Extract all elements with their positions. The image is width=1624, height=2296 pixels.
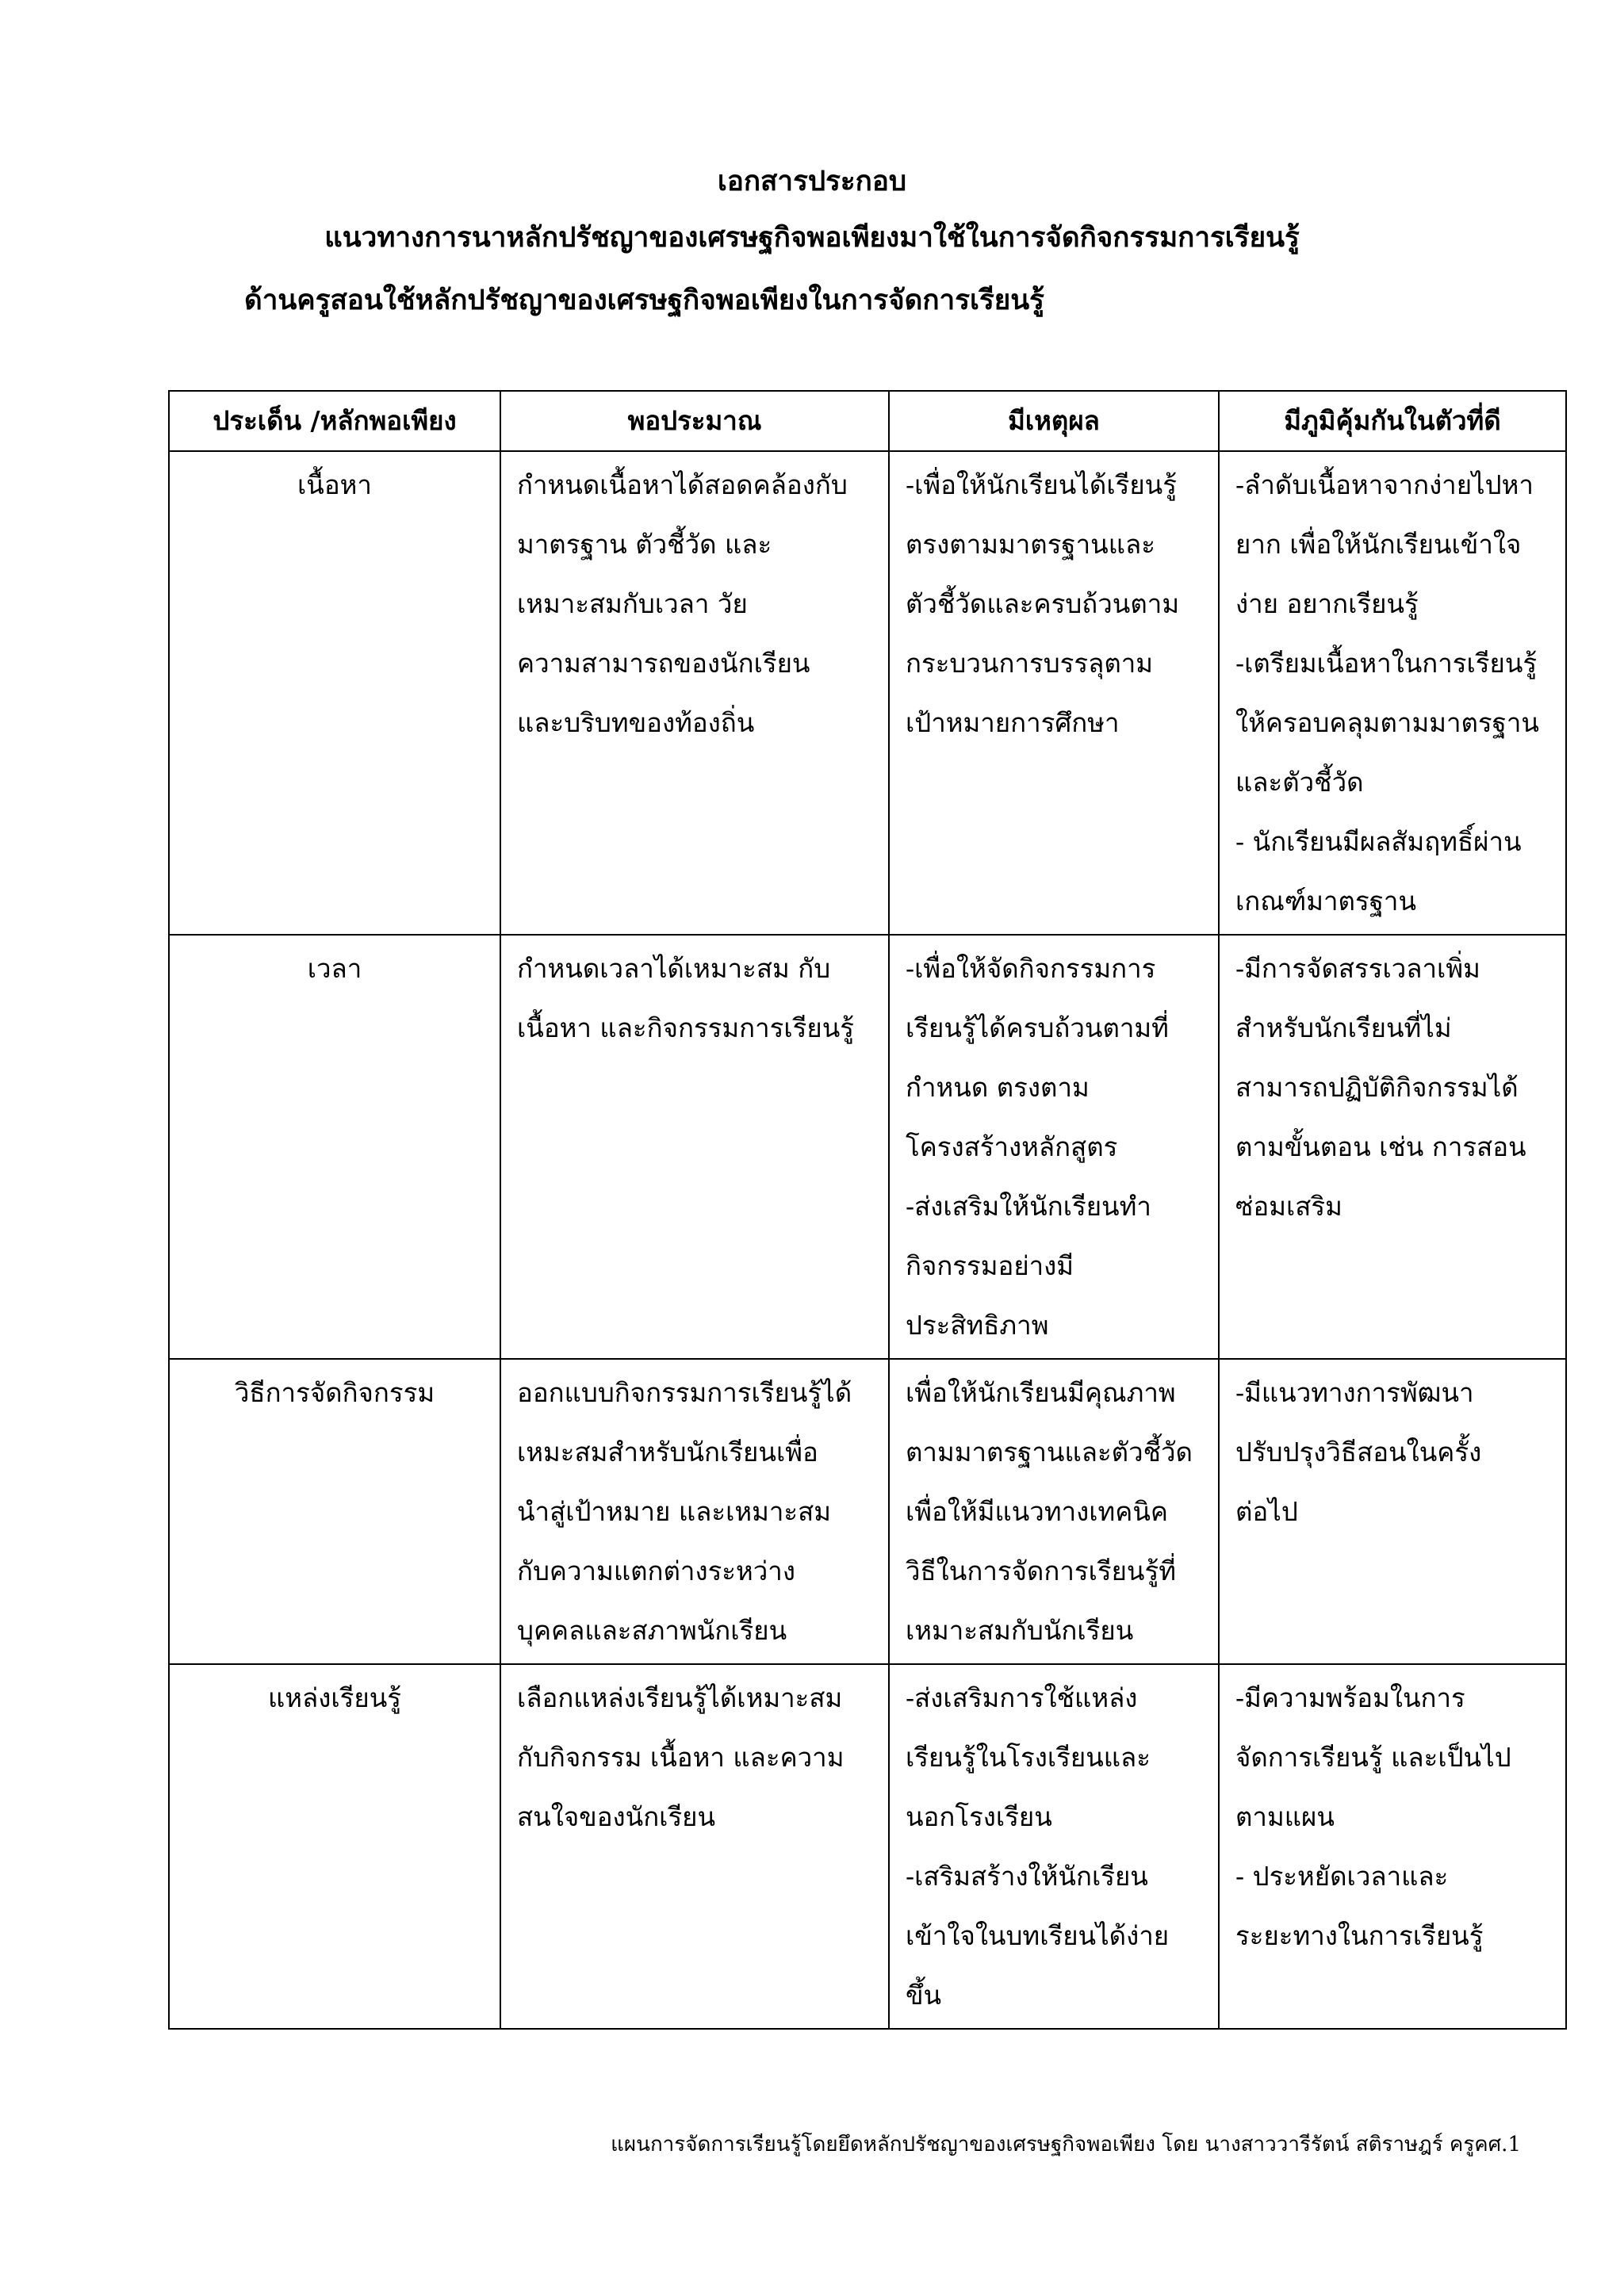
row-moderation — [500, 1359, 889, 1664]
table-row — [169, 1359, 1566, 1664]
cell-line: เหมาะสมกับนักเรียน — [906, 1615, 1134, 1646]
cell-line: กับกิจกรรม เนื้อหา และความ — [517, 1742, 845, 1773]
header-immunity: มีภูมิคุ้มกันในตัวที่ดี — [1219, 391, 1566, 451]
row-topic: เนื้อหา — [169, 451, 500, 935]
cell-line: บุคคลและสภาพนักเรียน — [517, 1615, 787, 1646]
cell-line: มาตรฐาน ตัวชี้วัด และ — [517, 529, 772, 560]
cell-line: กำหนด ตรงตาม — [906, 1072, 1090, 1103]
cell-line: ขึ้น — [906, 1980, 942, 2011]
cell-line: เนื้อหา และกิจกรรมการเรียนรู้ — [517, 1012, 855, 1043]
header-moderation: พอประมาณ — [500, 391, 889, 451]
header-topic: ประเด็น /หลักพอเพียง — [169, 391, 500, 451]
table-row — [169, 935, 1566, 1359]
cell-line: กำหนดเนื้อหาได้สอดคล้องกับ — [517, 469, 848, 500]
cell-line: เหมะสมสำหรับนักเรียนเพื่อ — [517, 1437, 818, 1468]
sufficiency-economy-table — [168, 390, 1567, 2030]
cell-line: วิธีในการจัดการเรียนรู้ที่ — [906, 1556, 1176, 1586]
cell-line: -เพื่อให้จัดกิจกรรมการ — [906, 953, 1156, 984]
cell-line: เป้าหมายการศึกษา — [906, 707, 1120, 738]
table-row — [169, 1664, 1566, 2029]
cell-line: - ประหยัดเวลาและ — [1235, 1861, 1449, 1892]
cell-line: เพื่อให้มีแนวทางเทคนิค — [906, 1496, 1168, 1527]
cell-line: ระยะทางในการเรียนรู้ — [1235, 1920, 1484, 1951]
row-moderation — [500, 935, 889, 1359]
cell-line: - นักเรียนมีผลสัมฤทธิ์ผ่าน — [1235, 826, 1522, 857]
cell-line: ตัวชี้วัดและครบถ้วนตาม — [906, 588, 1180, 619]
cell-line: โครงสร้างหลักสูตร — [906, 1131, 1118, 1162]
row-topic: แหล่งเรียนรู้ — [169, 1664, 500, 2029]
row-immunity — [1219, 935, 1566, 1359]
cell-line: ตามมาตรฐานและตัวชี้วัด — [906, 1437, 1193, 1468]
cell-line: -มีการจัดสรรเวลาเพิ่ม — [1235, 953, 1480, 984]
row-topic: เวลา — [169, 935, 500, 1359]
cell-line: -เพื่อให้นักเรียนได้เรียนรู้ — [906, 469, 1177, 500]
table-row — [169, 451, 1566, 935]
cell-line: และบริบทของท้องถิ่น — [517, 707, 755, 738]
document-title: เอกสารประกอบ — [717, 165, 907, 197]
cell-line: ซ่อมเสริม — [1235, 1191, 1342, 1222]
cell-line: -เตรียมเนื้อหาในการเรียนรู้ — [1235, 648, 1538, 679]
cell-line: นอกโรงเรียน — [906, 1801, 1052, 1832]
cell-line: -เสริมสร้างให้นักเรียน — [906, 1861, 1148, 1892]
row-topic: วิธีการจัดกิจกรรม — [169, 1359, 500, 1664]
cell-line: ประสิทธิภาพ — [906, 1310, 1049, 1341]
cell-line: เหมาะสมกับเวลา วัย — [517, 588, 748, 619]
cell-line: สำหรับนักเรียนที่ไม่ — [1235, 1012, 1452, 1043]
cell-line: เข้าใจในบทเรียนได้ง่าย — [906, 1920, 1170, 1951]
cell-line: ยาก เพื่อให้นักเรียนเข้าใจ — [1235, 529, 1522, 560]
cell-line: -ส่งเสริมให้นักเรียนทำ — [906, 1191, 1151, 1222]
cell-line: -ลำดับเนื้อหาจากง่ายไปหา — [1235, 469, 1534, 500]
table-header-row — [169, 391, 1566, 451]
cell-line: เรียนรู้ในโรงเรียนและ — [906, 1742, 1151, 1773]
cell-line: -มีความพร้อมในการ — [1235, 1682, 1465, 1713]
cell-line: จัดการเรียนรู้ และเป็นไป — [1235, 1742, 1511, 1773]
row-immunity — [1219, 1359, 1566, 1664]
row-reason — [889, 935, 1219, 1359]
row-reason — [889, 1359, 1219, 1664]
row-reason — [889, 1664, 1219, 2029]
cell-line: ตามแผน — [1235, 1801, 1335, 1832]
page-footer: แผนการจัดการเรียนรู้โดยยึดหลักปรัชญาของเศรษฐกิจพอเพียง โดย นางสาววารีรัตน์ สติราษฎร์ ครูคศ.1 — [611, 2133, 1521, 2156]
cell-line: -มีแนวทางการพัฒนา — [1235, 1377, 1474, 1408]
document-subtitle: แนวทางการนาหลักปรัชญาของเศรษฐกิจพอเพียงมาใช้ในการจัดกิจกรรมการเรียนรู้ — [324, 221, 1300, 254]
cell-line: เกณฑ์มาตรฐาน — [1235, 886, 1417, 916]
row-immunity — [1219, 451, 1566, 935]
cell-line: สนใจของนักเรียน — [517, 1801, 716, 1832]
cell-line: ตามขั้นตอน เช่น การสอน — [1235, 1131, 1526, 1162]
cell-line: กำหนดเวลาได้เหมาะสม กับ — [517, 953, 831, 984]
cell-line: ออกแบบกิจกรรมการเรียนรู้ได้ — [517, 1377, 852, 1408]
row-moderation — [500, 451, 889, 935]
cell-line: เลือกแหล่งเรียนรู้ได้เหมาะสม — [517, 1682, 843, 1713]
cell-line: ตรงตามมาตรฐานและ — [906, 529, 1155, 560]
row-immunity — [1219, 1664, 1566, 2029]
cell-line: สามารถปฏิบัติกิจกรรมได้ — [1235, 1072, 1519, 1103]
cell-line: ง่าย อยากเรียนรู้ — [1235, 588, 1419, 619]
cell-line: เรียนรู้ได้ครบถ้วนตามที่ — [906, 1012, 1169, 1043]
cell-line: เพื่อให้นักเรียนมีคุณภาพ — [906, 1377, 1176, 1408]
cell-line: กระบวนการบรรลุตาม — [906, 648, 1154, 679]
cell-line: นำสู่เป้าหมาย และเหมาะสม — [517, 1496, 831, 1527]
cell-line: ปรับปรุงวิธีสอนในครั้ง — [1235, 1437, 1482, 1468]
cell-line: ความสามารถของนักเรียน — [517, 648, 810, 679]
cell-line: กิจกรรมอย่างมี — [906, 1250, 1074, 1281]
row-moderation — [500, 1664, 889, 2029]
cell-line: และตัวชี้วัด — [1235, 767, 1364, 798]
section-heading: ด้านครูสอนใช้หลักปรัชญาของเศรษฐกิจพอเพียงในการจัดการเรียนรู้ — [244, 284, 1044, 316]
cell-line: -ส่งเสริมการใช้แหล่ง — [906, 1682, 1138, 1713]
cell-line: ให้ครอบคลุมตามมาตรฐาน — [1235, 707, 1539, 738]
row-reason — [889, 451, 1219, 935]
header-reason: มีเหตุผล — [889, 391, 1219, 451]
cell-line: กับความแตกต่างระหว่าง — [517, 1556, 795, 1586]
cell-line: ต่อไป — [1235, 1496, 1298, 1527]
